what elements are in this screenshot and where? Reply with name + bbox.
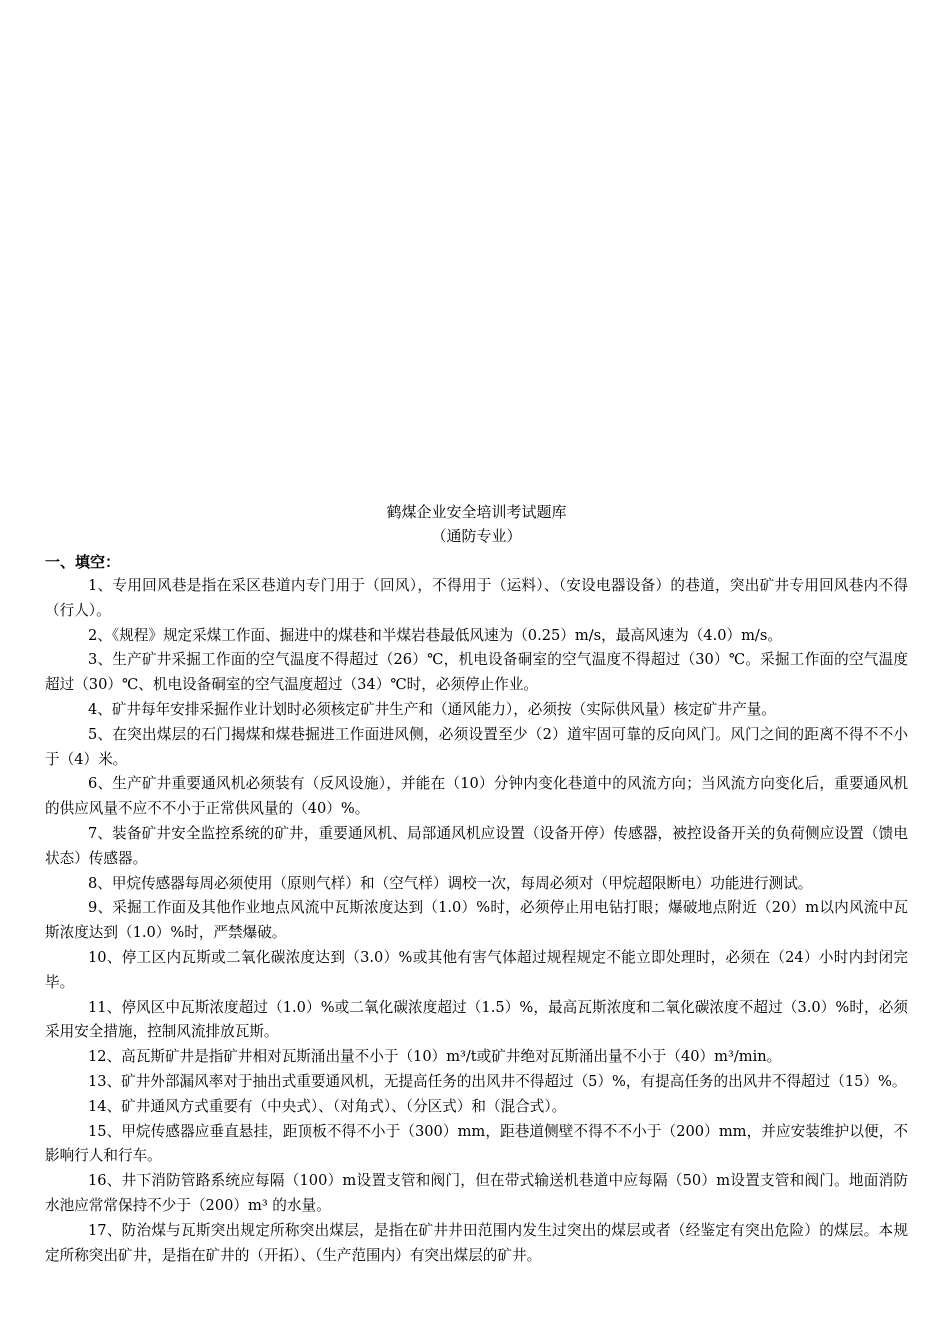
question-item-11: 11、停风区中瓦斯浓度超过（1.0）%或二氧化碳浓度超过（1.5）%，最高瓦斯浓度和二氧化碳浓度不超过（3.0）%时，必须采用安全措施，控制风流排放瓦斯。: [45, 998, 908, 1041]
question-item-9: 9、采掘工作面及其他作业地点风流中瓦斯浓度达到（1.0）%时，必须停止用电钻打眼；爆破地点附近（20）m以内风流中瓦斯浓度达到（1.0）%时，严禁爆破。: [45, 899, 908, 942]
question-item-6: 6、生产矿井重要通风机必须装有（反风设施），并能在（10）分钟内变化巷道中的风流方向；当风流方向变化后，重要通风机的供应风量不应不不小于正常供风量的（40）%。: [45, 775, 908, 818]
question-item-3: 3、生产矿井采掘工作面的空气温度不得超过（26）℃，机电设备硐室的空气温度不得超过（30）℃。采掘工作面的空气温度超过（30）℃、机电设备硐室的空气温度超过（34）℃时，必须停止作业。: [45, 651, 908, 694]
question-item-8: 8、甲烷传感器每周必须使用（原则气样）和（空气样）调校一次，每周必须对（甲烷超限断电）功能进行测试。: [88, 874, 813, 892]
question-item-15: 15、甲烷传感器应垂直悬挂，距顶板不得不小于（300）mm，距巷道侧壁不得不不小于（200）mm，并应安装维护以便，不影响行人和行车。: [45, 1122, 908, 1165]
question-item-1: 1、专用回风巷是指在采区巷道内专门用于（回风），不得用于（运料）、（安设电器设备）的巷道，突出矿井专用回风巷内不得（行人）。: [45, 577, 908, 619]
document-subtitle: （通防专业）: [431, 527, 522, 545]
section-heading: 一、填空：: [45, 553, 121, 571]
question-item-5: 5、在突出煤层的石门揭煤和煤巷掘进工作面进风侧，必须设置至少（2）道牢固可靠的反向风门。风门之间的距离不得不不小于（4）米。: [45, 725, 908, 768]
question-item-17: 17、防治煤与瓦斯突出规定所称突出煤层，是指在矿井井田范围内发生过突出的煤层或者（经鉴定有突出危险）的煤层。本规定所称突出矿井，是指在矿井的（开拓）、（生产范围内）有突出煤层的矿井。: [45, 1221, 908, 1264]
question-item-16: 16、井下消防管路系统应每隔（100）m设置支管和阀门，但在带式输送机巷道中应每隔（50）m设置支管和阀门。地面消防水池应常常保持不少于（200）m³ 的水量。: [45, 1172, 908, 1214]
document-body: [45, 500, 908, 1268]
question-item-10: 10、停工区内瓦斯或二氧化碳浓度达到（3.0）%或其他有害气体超过规程规定不能立即处理时，必须在（24）小时内封闭完毕。: [45, 948, 908, 991]
question-item-4: 4、矿井每年安排采掘作业计划时必须核定矿井生产和（通风能力），必须按（实际供风量）核定矿井产量。: [88, 700, 776, 718]
question-item-7: 7、装备矿井安全监控系统的矿井，重要通风机、局部通风机应设置（设备开停）传感器，被控设备开关的负荷侧应设置（馈电状态）传感器。: [45, 824, 908, 867]
question-item-12: 12、高瓦斯矿井是指矿井相对瓦斯涌出量不小于（10）m³/t或矿井绝对瓦斯涌出量不小于（40）m³/min。: [88, 1048, 782, 1066]
question-item-14: 14、矿井通风方式重要有（中央式）、（对角式）、（分区式）和（混合式）。: [88, 1097, 567, 1115]
document-title: 鹤煤企业安全培训考试题库: [386, 503, 567, 521]
question-item-13: 13、矿井外部漏风率对于抽出式重要通风机，无提高任务的出风井不得超过（5）%，有提高任务的出风井不得超过（15）%。: [88, 1072, 907, 1090]
question-item-2: 2、《规程》规定采煤工作面、掘进中的煤巷和半煤岩巷最低风速为（0.25）m/s，最高风速为（4.0）m/s。: [88, 626, 782, 644]
